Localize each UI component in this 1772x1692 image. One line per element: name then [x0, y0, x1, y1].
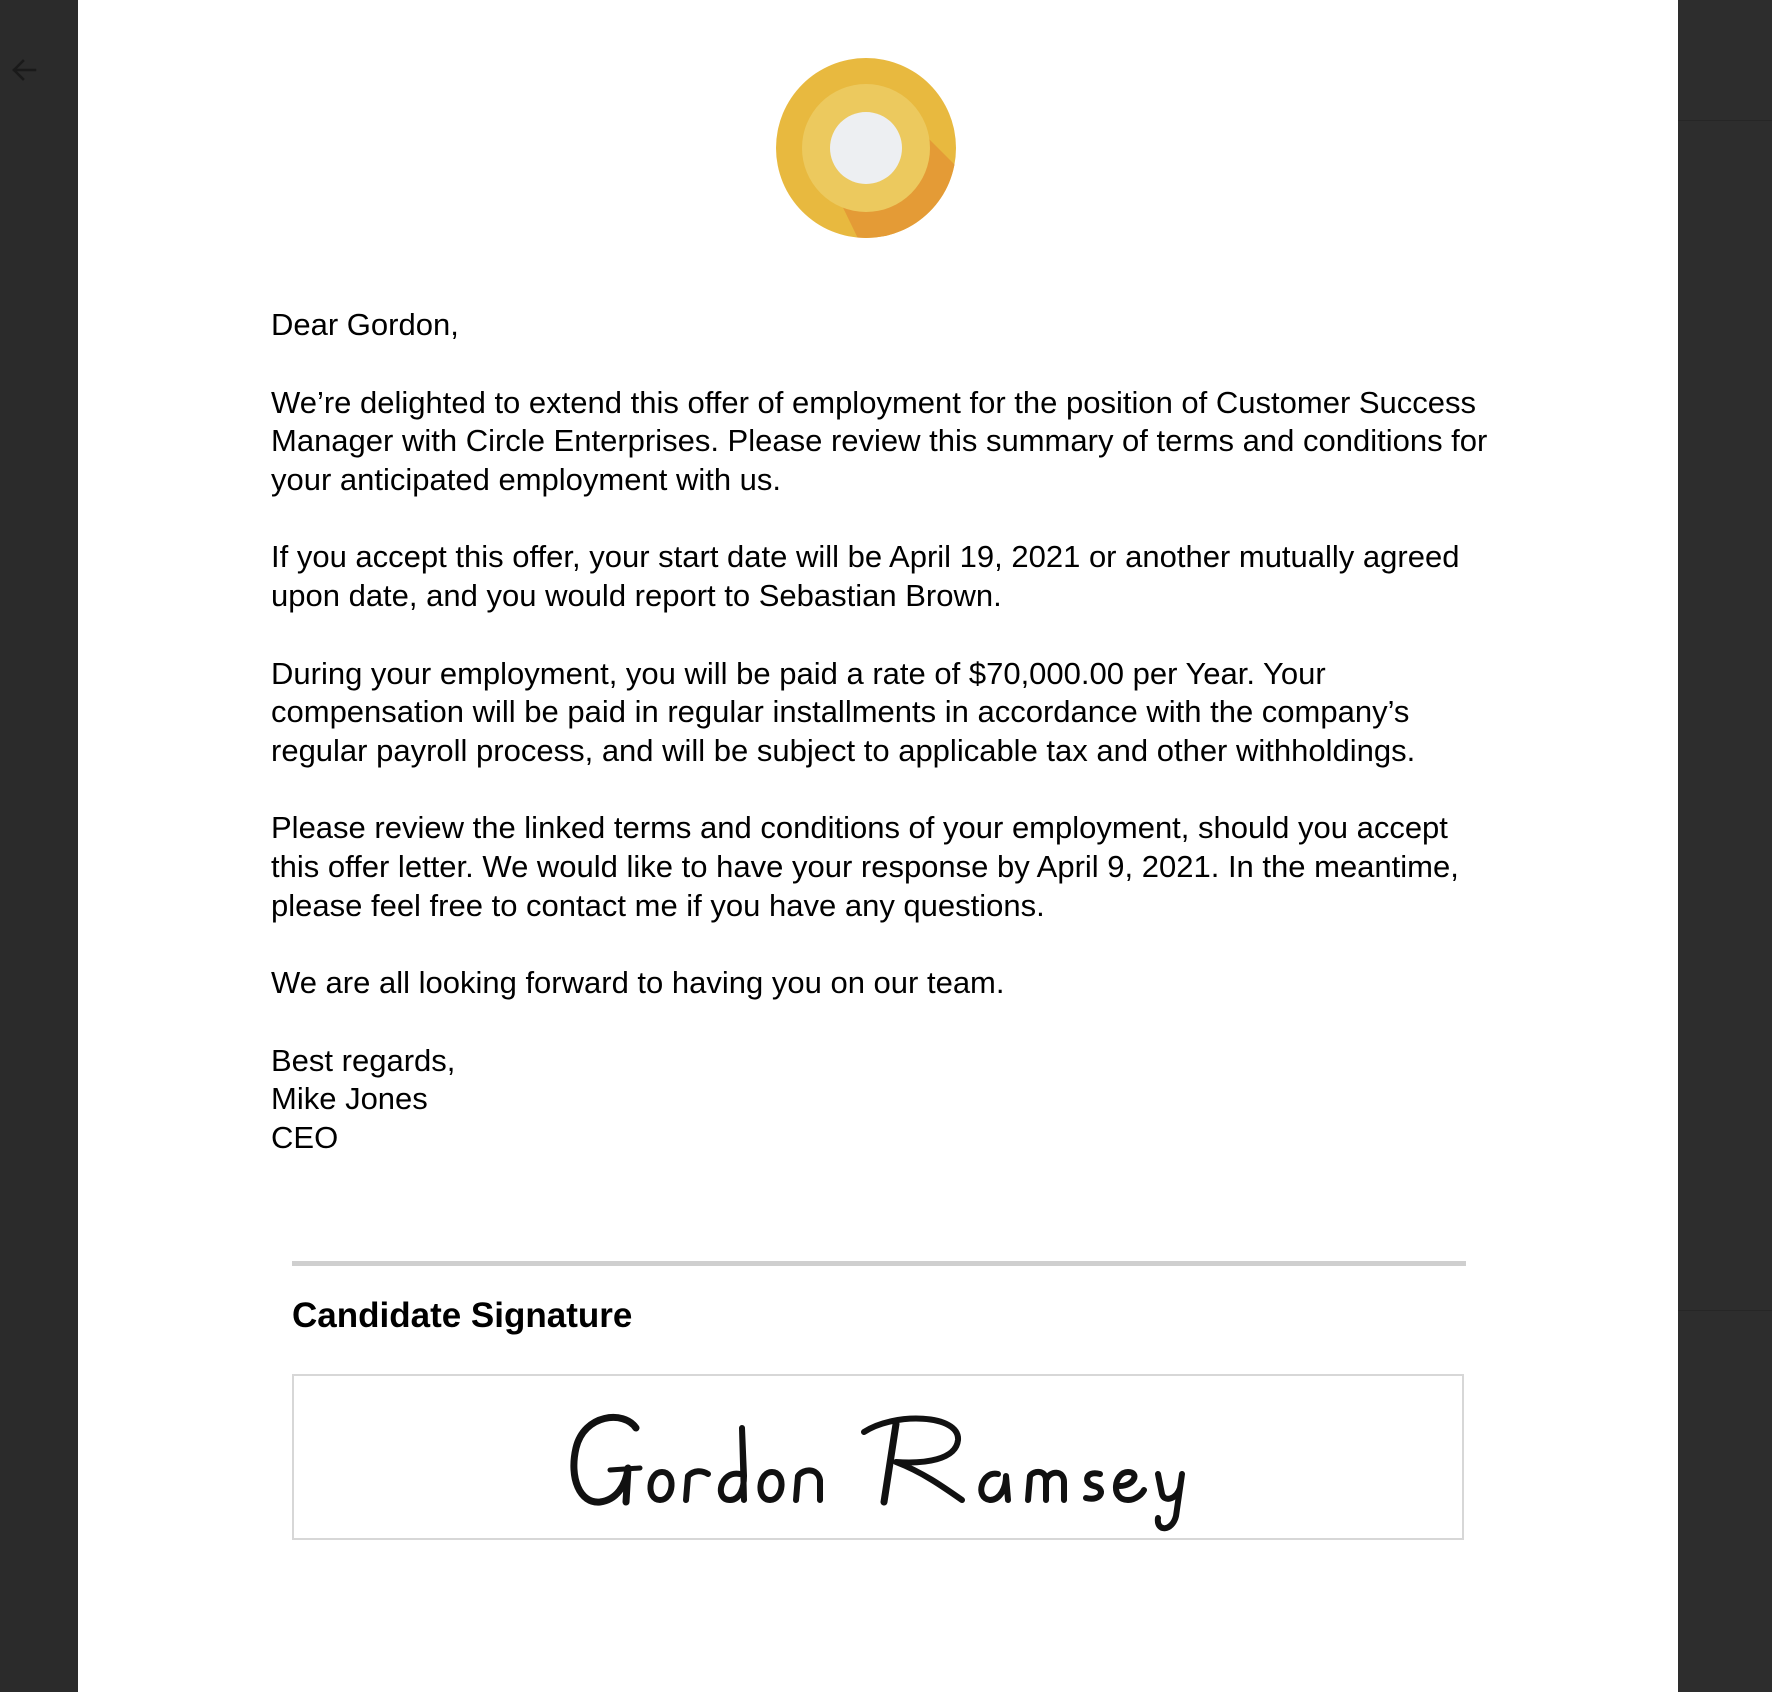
sender-title: CEO: [271, 1119, 339, 1155]
sender-name: Mike Jones: [271, 1081, 428, 1117]
left-rail: [0, 0, 78, 1692]
paragraph-compensation: During your employment, you will be paid a rate of $70,000.00 per Year. Your compensation will be paid in regular installments in accordance with the company’s regular payroll process, and will be subject to applicable tax and other withholdings.: [271, 655, 1416, 768]
document-page: [78, 0, 1678, 1692]
paragraph-offer: We’re delighted to extend this offer of employment for the position of Customer Success Manager with Circle Enterprises. Please review this summary of terms and conditions for your anticipated employment with us.: [271, 384, 1488, 497]
closing: Best regards,: [271, 1042, 456, 1078]
offer-letter-body: [271, 306, 1501, 1158]
paragraph-welcome: We are all looking forward to having you on our team.: [271, 965, 1005, 1001]
signature-box[interactable]: [292, 1374, 1464, 1540]
paragraph-start-date: If you accept this offer, your start date will be April 19, 2021 or another mutually agreed upon date, and you would report to Sebastian Brown.: [271, 539, 1460, 613]
candidate-signature-title: Candidate Signature: [292, 1296, 633, 1335]
right-rail: [1678, 0, 1772, 1692]
back-button[interactable]: [4, 50, 44, 90]
signature-image: [294, 1376, 1462, 1538]
paragraph-terms: Please review the linked terms and conditions of your employment, should you accept this offer letter. We would like to have your response by April 9, 2021. In the meantime, please feel free to contact me if you have any questions.: [271, 810, 1459, 923]
arrow-left-icon: [9, 55, 39, 85]
greeting: Dear Gordon,: [271, 307, 459, 342]
section-divider: [292, 1261, 1466, 1266]
circle-logo-icon: [775, 57, 957, 239]
sender-block: [271, 1042, 1501, 1158]
